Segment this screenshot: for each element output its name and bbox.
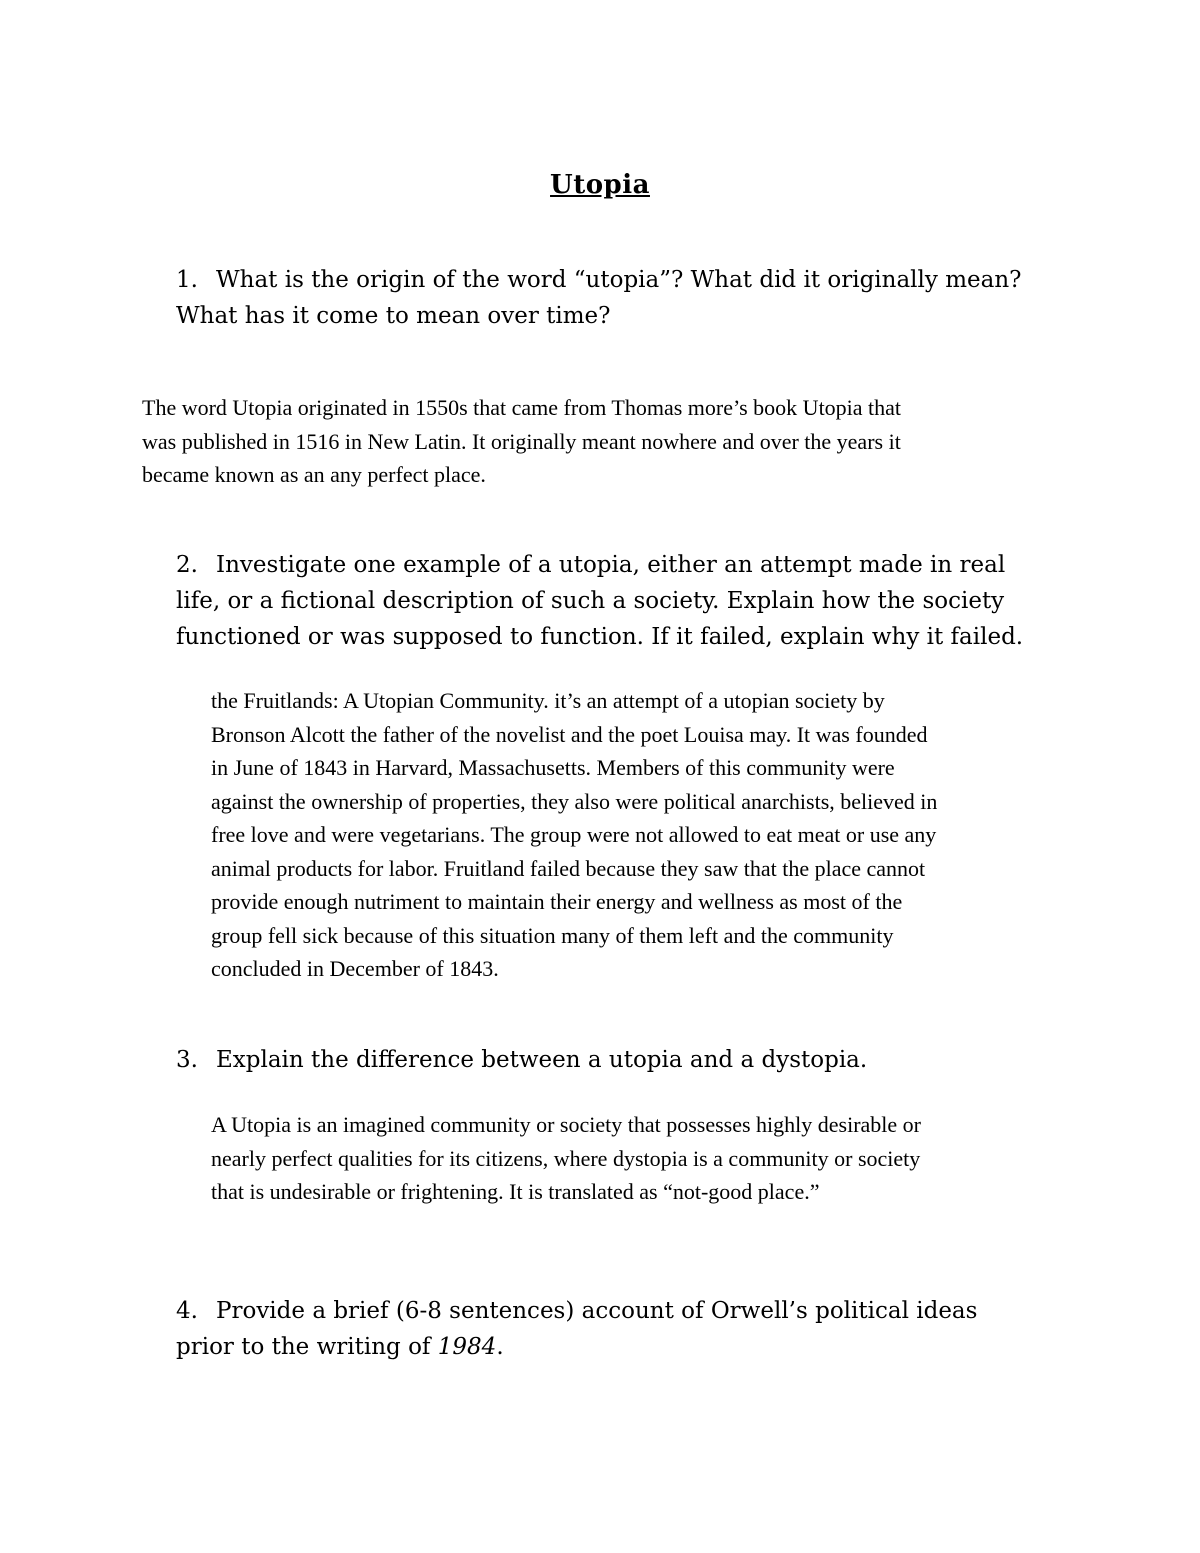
question-1-line-2 [176, 298, 1076, 334]
question-1-number: 1. [176, 267, 198, 293]
question-1-text-1: What is the origin of the word “utopia”? What did it originally mean? [216, 267, 1022, 293]
answer-3-line: that is undesirable or frightening. It is translated as “not-good place.” [211, 1179, 820, 1204]
answer-3-line: nearly perfect qualities for its citizens, where dystopia is a community or society [211, 1145, 921, 1171]
answer-2-line: Bronson Alcott the father of the novelist and the poet Louisa may. It was founded [211, 721, 928, 747]
question-4-text-2-prefix: prior to the writing of [176, 1334, 438, 1360]
answer-2-line: against the ownership of properties, they also were political anarchists, believed in [211, 788, 938, 814]
question-2-number: 2. [176, 552, 198, 578]
answer-2-line: provide enough nutriment to maintain their energy and wellness as most of the [211, 889, 903, 914]
question-3 [176, 1042, 1076, 1078]
question-4-text-1: Provide a brief (6-8 sentences) account of Orwell’s political ideas [216, 1298, 978, 1324]
question-2 [176, 547, 1076, 655]
question-2-line-1 [176, 547, 1076, 583]
question-4-book-title: 1984 [437, 1334, 497, 1360]
answer-2-line: the Fruitlands: A Utopian Community. it’s an attempt of a utopian society by [211, 688, 885, 713]
answer-2-line: concluded in December of 1843. [211, 956, 499, 981]
question-4-line-1 [176, 1293, 1076, 1329]
question-4-number: 4. [176, 1298, 198, 1324]
answer-3 [211, 1108, 1061, 1209]
answer-1-line: became known as an any perfect place. [142, 462, 486, 487]
question-3-text-1: Explain the difference between a utopia and a dystopia. [216, 1047, 868, 1073]
answer-3-line: A Utopia is an imagined community or society that possesses highly desirable or [211, 1112, 921, 1137]
question-1-line-1 [176, 262, 1076, 298]
answer-2-line: free love and were vegetarians. The group were not allowed to eat meat or use any [211, 822, 937, 847]
question-2-line-2: life, or a fictional description of such a society. Explain how the society [176, 588, 1005, 614]
question-2-text-1: Investigate one example of a utopia, either an attempt made in real [216, 552, 1006, 578]
answer-2-line: in June of 1843 in Harvard, Massachusetts. Members of this community were [211, 755, 895, 780]
answer-1-line: was published in 1516 in New Latin. It originally meant nowhere and over the years it [142, 428, 901, 454]
question-4-line-2 [176, 1329, 1076, 1365]
answer-2-line: group fell sick because of this situation many of them left and the community [211, 922, 894, 948]
question-1 [176, 262, 1076, 334]
answer-1 [142, 391, 1042, 492]
question-3-number: 3. [176, 1047, 198, 1073]
answer-2 [211, 684, 1071, 986]
question-1-text-2: What has it come to mean over time? [176, 303, 611, 329]
question-4-text-2-suffix: . [496, 1334, 504, 1360]
question-2-line-3: functioned or was supposed to function. If it failed, explain why it failed. [176, 624, 1024, 650]
answer-2-line: animal products for labor. Fruitland failed because they saw that the place cannot [211, 855, 926, 881]
page-title: Utopia [550, 170, 650, 200]
answer-1-line: The word Utopia originated in 1550s that came from Thomas more’s book Utopia that [142, 395, 902, 420]
question-4 [176, 1293, 1076, 1365]
question-3-line-1 [176, 1042, 1076, 1078]
